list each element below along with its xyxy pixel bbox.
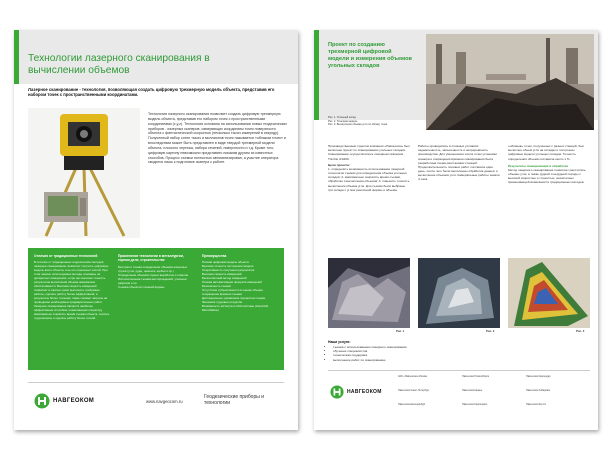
figure-label: Рис. 3 bbox=[576, 329, 585, 333]
text-col-1 bbox=[328, 144, 410, 192]
col-advantages-item: Сокращение времени съемки bbox=[202, 292, 242, 297]
col-advantages-item: Экономия трудовых ресурсов bbox=[202, 300, 242, 305]
col-applications-item: Исполнительная съемка месторождений, угольных разрезов и пр. bbox=[118, 276, 187, 285]
col-advantages-heading: Преимущества bbox=[202, 254, 227, 258]
company-logo-icon bbox=[34, 393, 50, 409]
col-advantages-item: Отсутствие субъективности в оценке объема bbox=[202, 288, 263, 293]
office-address: Навгеоком Санкт-Петербург bbox=[398, 389, 430, 392]
page-footer bbox=[328, 370, 590, 421]
company-logo-icon bbox=[330, 385, 344, 399]
caption: Рис. 1. Угольный склад bbox=[328, 116, 356, 119]
office-address: Навгеоком Красноярск bbox=[462, 403, 488, 406]
col-advantages-item: Оперативность получения результатов bbox=[202, 268, 255, 273]
office-address: Навгеоком Екатеринбург bbox=[398, 403, 426, 406]
col-advantages-item: Высокая скорость измерений bbox=[202, 272, 242, 277]
coal-yard-icon bbox=[426, 34, 594, 130]
col-advantages-item: Бесконтактный метод измерений bbox=[202, 276, 247, 281]
project-title: Проект по созданию трехмерной цифровой модели и измерения объемов угольных складов bbox=[328, 42, 412, 69]
office-address: Навгеоком Хабаровск bbox=[526, 389, 551, 392]
text-col-2 bbox=[418, 144, 500, 182]
office-address: Навгеоком Краснодар bbox=[526, 375, 551, 378]
project-intro: Производственным отделом компании «Навгеоком» был выполнен проект по сканированию угольных складов. Сканирование осуществлялось лазерным сканером Trimble GS200. bbox=[328, 144, 410, 161]
col-advantages-item: Высокая точность построения модели bbox=[202, 264, 254, 269]
point-cloud-icon bbox=[418, 258, 500, 328]
brochure-page-right bbox=[314, 30, 598, 430]
col-advantages bbox=[202, 254, 278, 312]
brochure-page-left bbox=[14, 30, 298, 430]
goals-text: 1. определить возможность использования лазерной технологии съемки для определения объема угольных складов; 2. максимально сократить время съемки, обработки и вычисления объемов; 3. повысить точность вычисления объема угля. Для съемки были выбраны три склада с углем различной формы и объема. bbox=[328, 166, 410, 192]
project-processing: «облаков» точек, полученных с разных станций, был вычислен объем угля на складах и построены цифровые модели угольных складов. Точность определения объема составила около 1 %. bbox=[508, 144, 585, 161]
accent-bar bbox=[314, 30, 319, 120]
col-differences-text: В отличие от традиционных геодезических методов лазерное сканирование позволяет получить цифровую модель всего объекта, а не его отдельных частей. При этом широко используемые методы основаны на дискретных измерениях, а при них высокая точность результатов вычисления объема невозможно обеспечивается. Высокая скорость измерений позволяет в сжатые сроки выполнять требуемые работы, сделать работу более эффективной, а результаты более точными, также снижает затраты на проведение необходимых предварительных работ. Лазерное сканирование является наиболее эффективным способом, позволяющим оператору максимально сократить время съемки объекта, снизить трудозатраты и сделать работу более точной. bbox=[34, 260, 110, 321]
company-tagline: Геодезические приборы и технологии bbox=[204, 394, 265, 406]
services-list bbox=[328, 345, 468, 362]
col-differences-heading: Отличия от традиционных технологий bbox=[34, 254, 98, 258]
company-logo bbox=[34, 393, 94, 409]
volume-model-icon bbox=[508, 258, 590, 328]
results-text: Метод лазерного сканирования позволяет рассчитать объемы угля, а также рудной и нерудной породы с высокой скоростью и точностью, значительно превышающей возможности традиционных методов. bbox=[508, 167, 586, 185]
company-logo bbox=[330, 385, 382, 399]
text-col-3 bbox=[508, 144, 590, 185]
office-address: Навгеоком Казань bbox=[462, 389, 483, 392]
goals-heading: Цели проекта: bbox=[328, 162, 350, 167]
photo-captions bbox=[328, 116, 418, 127]
figure-label: Рис. 1 bbox=[396, 329, 405, 333]
col-advantages-item: Безопасность съемки bbox=[202, 284, 231, 289]
col-applications-item: Быстрая и точная определение объемов насыпных грузов (угля, руды, цемента, щебня и пр.) bbox=[118, 264, 188, 273]
body-text: Технология лазерного сканирования позволяет создать цифровую трехмерную модель объекта, представив его набором точек с пространственными координатами (x,y,z). Технология основана на использовании новых геодезических приборов - лазерных сканеров, измеряющих координаты точек поверхности объекта с фантастической скоростью (несколько тысяч измерений в секунду). Полученный набор сотен тысяч и миллионов точек называется «облаком точек» и впоследствии может быть представлен в виде твердой трехмерной модели объекта, плоского чертежа, набора сечений, поверхности и т.д. Кроме того, цифровую картину невозможно представить никаким другим из известных способов. Процесс съемки полностью автоматизирован, а участие оператора сводится лишь к подготовке сканера к работе. bbox=[148, 112, 287, 165]
services-heading: Наши услуги: bbox=[328, 340, 351, 344]
col-advantages-item: Полная цифровая модель объекта bbox=[202, 260, 249, 265]
coal-yard-photo bbox=[426, 34, 594, 130]
col-advantages-item: Полная автоматизация процесса измерений bbox=[202, 280, 262, 285]
caption: Рис. 3. Вычисление объема угля по облаку точек bbox=[328, 123, 388, 126]
col-differences bbox=[34, 254, 110, 320]
company-url[interactable]: www.navgeocom.ru bbox=[146, 399, 183, 404]
office-address: Навгеоком Якутск bbox=[526, 403, 546, 406]
figure-1 bbox=[328, 258, 410, 328]
accent-bar bbox=[14, 30, 19, 84]
service-item: • выполнение работ по сканированию bbox=[333, 358, 468, 362]
col-advantages-item: Дистанционное управление процессом съемки bbox=[202, 296, 266, 301]
col-applications bbox=[118, 254, 194, 289]
office-address: ЗАО «Навгеоком» Москва bbox=[398, 375, 427, 378]
page-subtitle: Лазерное сканирование - технология, позволяющая создать цифровую трехмерную модель объекта, представив его набором точек с пространственными координатами. bbox=[28, 87, 275, 98]
laser-scanner-icon bbox=[28, 108, 140, 238]
figure-label: Рис. 2 bbox=[486, 329, 495, 333]
page-title: Технологии лазерного сканирования в вычислении объемов bbox=[28, 53, 210, 77]
service-item: • обучение специалистов bbox=[333, 349, 468, 353]
services-block bbox=[328, 340, 468, 362]
col-applications-item: Съемка объектов сложной формы bbox=[118, 284, 165, 289]
figure-3 bbox=[508, 258, 590, 328]
caption: Рис. 2. Точечная модель bbox=[328, 119, 358, 123]
office-address: Навгеоком Новосибирск bbox=[462, 375, 489, 378]
laser-scanner-photo bbox=[28, 108, 140, 238]
col-advantages-item: Возможность экспорта в CAD-системы (AutoCAD, MicroStation) bbox=[202, 304, 269, 313]
service-item: • съемка с использованием лазерного сканирования bbox=[333, 345, 468, 349]
results-heading: Результаты сканирования и обработки bbox=[508, 163, 569, 168]
project-conditions: Работы проводились в сложных условиях: задымленность, запыленность и непрерывность производства. Для уменьшения числа точек установки сканера и сокращения времени сканирования была разработана схема расстановки станций. Продолжительность полевых работ составила один день, после чего были выполнены обработка данных и вычисление объемов угля. Камеральные работы заняли 4 часа. bbox=[418, 144, 500, 182]
company-name: НАВГЕОКОМ bbox=[53, 398, 95, 404]
page-footer bbox=[28, 382, 284, 421]
col-applications-item: Определение объемов горных выработок и отвалов bbox=[118, 272, 188, 277]
figure-2 bbox=[418, 258, 500, 328]
col-applications-heading: Применение технологии в металлургии, горном деле, строительстве bbox=[118, 254, 184, 263]
company-name: НАВГЕОКОМ bbox=[347, 389, 382, 395]
point-cloud-icon bbox=[328, 258, 410, 328]
service-item: • техническая поддержка bbox=[333, 353, 468, 357]
info-panel bbox=[28, 248, 284, 370]
